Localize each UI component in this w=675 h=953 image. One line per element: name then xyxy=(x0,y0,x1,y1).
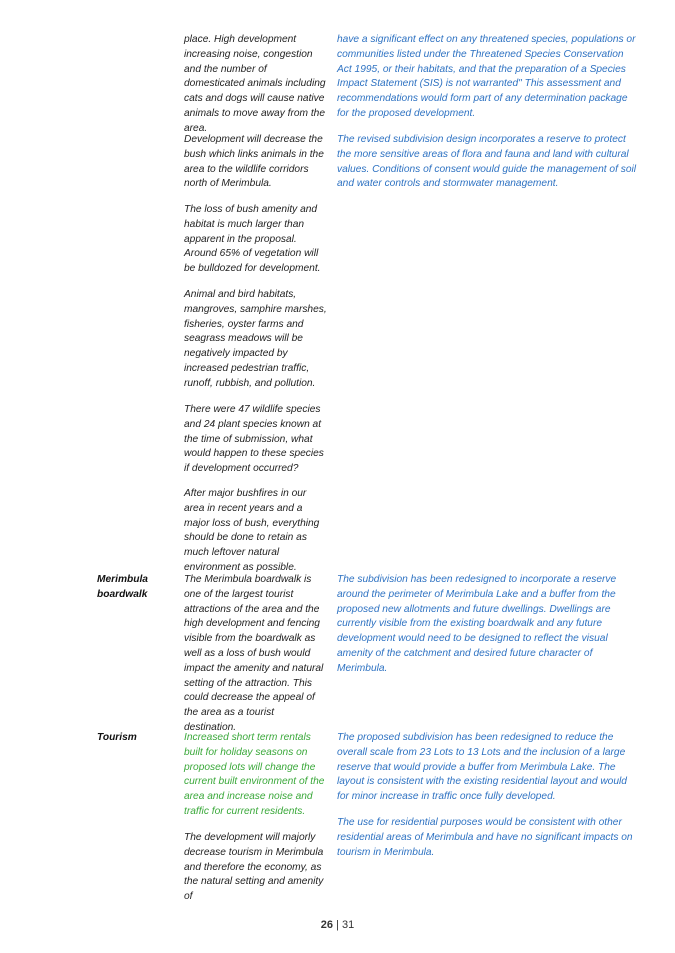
submission-text: Development will decrease the bush which links animals in the area to the wildlife corridors north of Merimbula. xyxy=(184,134,324,190)
response-text: The proposed subdivision has been redesigned to reduce the overall scale from 23 Lots to 13 Lots and the inclusion of a large reserve that would provide a buffer from Merimbula Lake. The layout is consistent with the existing residential layout and would for minor increase in traffic once fully developed. xyxy=(337,732,627,803)
page-separator: | xyxy=(336,919,339,931)
issue-heading-tourism: Tourism xyxy=(97,732,137,743)
submission-text: The development will majorly decrease tourism in Merimbula and therefore the economy, as the natural setting and amenity of xyxy=(184,832,324,903)
response-text: The revised subdivision design incorporates a reserve to protect the more sensitive areas of flora and fauna and land with cultural values. Conditions of consent would guide the management of soil and water controls and stormwater management. xyxy=(337,134,637,190)
submission-text: The Merimbula boardwalk is one of the largest tourist attractions of the area and the high development and fencing visible from the boardwalk as well as a loss of bush would impact the amenity and natural setting of the attraction. This could decrease the appeal of the area as a tourist destination. xyxy=(184,574,324,733)
submission-text: The loss of bush amenity and habitat is much larger than apparent in the proposal. Around 65% of vegetation will be bulldozed for development. xyxy=(184,204,321,275)
current-page: 26 xyxy=(320,919,333,931)
submission-text: There were 47 wildlife species and 24 plant species known at the time of submission, what would happen to these species if development occurred? xyxy=(184,404,324,475)
response-text: The subdivision has been redesigned to incorporate a reserve around the perimeter of Merimbula Lake and a buffer from the proposed new allotments and future dwellings. Dwellings are currently visible from the existing boardwalk and any future development would need to be designed to reflect the visual amenity of the catchment and desired future character of Merimbula. xyxy=(337,574,617,674)
page-number xyxy=(0,918,675,933)
response-text: The use for residential purposes would be consistent with other residential areas of Merimbula and have no significant impacts on tourism in Merimbula. xyxy=(337,817,633,858)
issue-heading-boardwalk: Merimbula boardwalk xyxy=(97,574,148,600)
submission-text-highlighted: Increased short term rentals built for holiday seasons on proposed lots will change the current built environment of the area and increase noise and traffic for current residents. xyxy=(184,732,325,817)
response-text: have a significant effect on any threatened species, populations or communities listed under the Threatened Species Conservation Act 1995, or their habitats, and that the preparation of a Species Impact Statement (SIS) is not warranted" This assessment and recommendations would form part of any determination package for the proposed development. xyxy=(337,34,636,119)
submission-text: place. High development increasing noise, congestion and the number of domesticated animals including cats and dogs will cause native animals to move away from the area. xyxy=(184,34,326,134)
submission-text: After major bushfires in our area in recent years and a major loss of bush, everything should be done to retain as much leftover natural environment as possible. xyxy=(184,488,320,573)
submission-text: Animal and bird habitats, mangroves, samphire marshes, fisheries, oyster farms and seagrass meadows will be negatively impacted by increased pedestrian traffic, runoff, rubbish, and pollution. xyxy=(184,289,327,389)
total-pages: 31 xyxy=(341,919,355,931)
